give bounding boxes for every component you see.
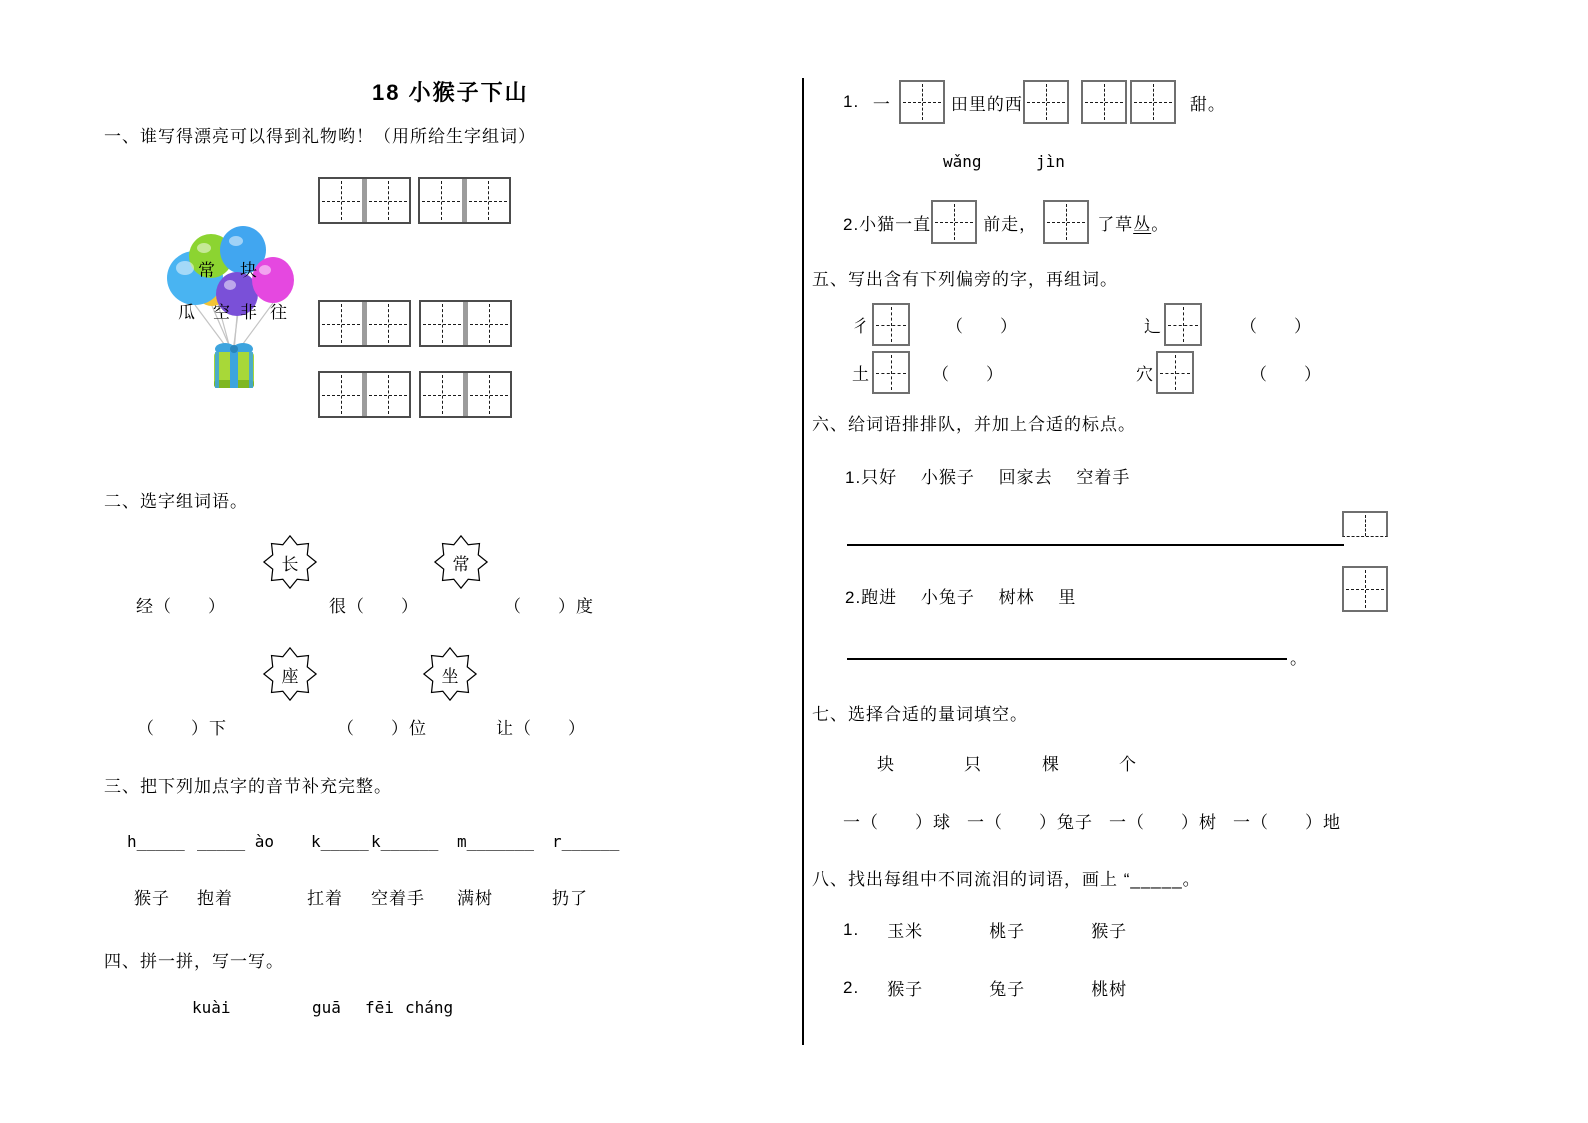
writing-grid-pair[interactable]	[418, 177, 511, 224]
balloon	[252, 257, 294, 303]
word-label: 空着手	[371, 889, 425, 908]
quantifier-blank[interactable]: 一（ ）球	[843, 813, 951, 832]
balloon-char: 往	[270, 303, 287, 322]
pinyin-label: kuài	[192, 998, 231, 1017]
choice-char: 坐	[441, 666, 459, 686]
word-label: 扔了	[552, 889, 588, 908]
paren-blank[interactable]: （ ）	[1240, 317, 1312, 336]
word-label: 桃树	[1091, 980, 1128, 999]
tianzige-box[interactable]	[1156, 351, 1194, 394]
list-number: 1.	[843, 919, 860, 939]
tianzige-cell[interactable]	[362, 373, 409, 416]
underlined-char: 丛	[1133, 214, 1152, 234]
sentence-text: 一	[872, 94, 891, 114]
star-badge-chang2	[262, 534, 318, 590]
balloon-char: 空	[213, 303, 230, 322]
tianzige-cell[interactable]	[362, 179, 409, 222]
fill-blank-phrase[interactable]: 让（ ）	[496, 719, 586, 738]
word-label: 猴子	[887, 980, 924, 999]
tianzige-box-partial[interactable]	[1342, 511, 1388, 537]
tianzige-cell[interactable]	[463, 373, 510, 416]
sentence-text: 田里的西	[950, 94, 1023, 114]
tianzige-cell[interactable]	[320, 302, 362, 345]
section5-heading: 五、写出含有下列偏旁的字，再组词。	[812, 270, 1118, 289]
tianzige-box[interactable]	[1043, 200, 1089, 244]
sentence-line-2	[843, 200, 1169, 244]
section1-heading: 一、谁写得漂亮可以得到礼物哟！（用所给生字组词）	[104, 127, 536, 146]
balloon-bouquet-image	[152, 220, 338, 392]
balloon-char: 块	[240, 261, 257, 280]
section6-heading: 六、给词语排排队，并加上合适的标点。	[812, 415, 1136, 434]
section3-heading: 三、把下列加点字的音节补充完整。	[104, 777, 392, 796]
radical-row	[1136, 351, 1322, 394]
syllable-blank[interactable]: k_____	[311, 832, 369, 851]
sentence-text: 。	[1151, 214, 1170, 234]
sentence-line-1	[843, 80, 1226, 124]
list-item: 2.跑进 小兔子 树林 里	[845, 588, 1077, 607]
tianzige-cell[interactable]	[421, 373, 463, 416]
quantifier-blank-row	[843, 808, 1341, 833]
balloon-char: 非	[240, 303, 257, 322]
tianzige-box[interactable]	[899, 80, 945, 124]
writing-grid-pair[interactable]	[318, 371, 411, 418]
section4-heading: 四、拼一拼，写一写。	[104, 952, 284, 971]
list-number: 1.	[843, 92, 865, 111]
radical-label: 土	[852, 365, 870, 384]
quantifier-blank[interactable]: 一（ ）地	[1233, 813, 1341, 832]
tianzige-cell[interactable]	[463, 302, 510, 345]
word-label: 扛着	[307, 889, 343, 908]
paren-blank[interactable]: （ ）	[1250, 365, 1322, 384]
word-label: 抱着	[197, 889, 233, 908]
fill-blank-phrase[interactable]: （ ）度	[504, 597, 594, 616]
quantifier-blank[interactable]: 一（ ）树	[1109, 813, 1217, 832]
writing-grid-pair[interactable]	[318, 300, 411, 347]
word-label: 满树	[457, 889, 493, 908]
balloon-char: 常	[198, 261, 215, 280]
period-label: 。	[1290, 649, 1308, 668]
section7-heading: 七、选择合适的量词填空。	[812, 705, 1028, 724]
tianzige-cell[interactable]	[320, 373, 362, 416]
tianzige-box[interactable]	[1342, 566, 1388, 612]
section2-heading: 二、选字组词语。	[104, 492, 248, 511]
syllable-blank[interactable]: h_____	[127, 832, 185, 851]
tianzige-box[interactable]	[872, 303, 910, 346]
tianzige-cell[interactable]	[362, 302, 409, 345]
gift-box	[214, 343, 254, 388]
answer-line[interactable]	[847, 544, 1344, 546]
word-label: 玉米	[887, 922, 924, 941]
fill-blank-phrase[interactable]: 经（ ）	[136, 597, 226, 616]
radical-row	[852, 303, 1018, 346]
word-label: 桃子	[989, 922, 1026, 941]
radical-label: 辶	[1144, 317, 1162, 336]
word-label: 猴子	[1091, 922, 1128, 941]
sentence-text: 了草	[1097, 214, 1134, 234]
list-number: 2.	[843, 977, 860, 997]
word-group-1	[843, 917, 1127, 942]
tianzige-box[interactable]	[872, 351, 910, 394]
measure-word: 个	[1119, 755, 1137, 774]
word-label: 兔子	[989, 980, 1026, 999]
writing-grid-pair[interactable]	[419, 371, 512, 418]
pinyin-label: jìn	[1036, 152, 1065, 171]
pinyin-label: wǎng	[943, 152, 982, 171]
tianzige-box[interactable]	[1081, 80, 1127, 124]
column-divider	[802, 78, 804, 1045]
syllable-blank[interactable]: r______	[552, 832, 620, 851]
pinyin-label: fēi	[365, 998, 394, 1017]
sentence-text: 2.小猫一直	[843, 214, 932, 234]
paren-blank[interactable]: （ ）	[946, 317, 1018, 336]
fill-blank-phrase[interactable]: （ ）下	[137, 719, 227, 738]
syllable-blank[interactable]: k______	[371, 832, 439, 851]
section8-heading: 八、找出每组中不同流泪的词语，画上 “_____。	[812, 870, 1201, 889]
pinyin-label: guā	[312, 998, 341, 1017]
tianzige-box[interactable]	[1130, 80, 1176, 124]
word-group-2	[843, 975, 1127, 1000]
measure-word: 棵	[1042, 755, 1060, 774]
tianzige-cell[interactable]	[320, 179, 362, 222]
tianzige-box[interactable]	[931, 200, 977, 244]
star-badge-zuo4-seat	[262, 646, 318, 702]
syllable-blank[interactable]: _____ ào	[197, 832, 275, 851]
tianzige-cell[interactable]	[420, 179, 462, 222]
fill-blank-phrase[interactable]: （ ）位	[337, 719, 427, 738]
measure-word: 块	[877, 755, 895, 774]
paren-blank[interactable]: （ ）	[932, 365, 1004, 384]
radical-row	[852, 351, 1004, 394]
star-badge-chang	[433, 534, 489, 590]
tianzige-box[interactable]	[1164, 303, 1202, 346]
quantifier-blank[interactable]: 一（ ）兔子	[967, 813, 1093, 832]
sentence-text: 甜。	[1189, 94, 1226, 114]
choice-char: 座	[281, 666, 299, 686]
syllable-blank[interactable]: m_______	[457, 832, 535, 851]
tianzige-cell[interactable]	[421, 302, 463, 345]
list-item: 1.只好 小猴子 回家去 空着手	[845, 468, 1131, 487]
pinyin-label: cháng	[405, 998, 454, 1017]
answer-line[interactable]	[847, 658, 1287, 660]
sentence-text: 前走，	[983, 214, 1038, 234]
measure-word: 只	[964, 755, 982, 774]
writing-grid-pair[interactable]	[318, 177, 411, 224]
radical-label: 彳	[852, 317, 870, 336]
fill-blank-phrase[interactable]: 很（ ）	[329, 597, 419, 616]
radical-row	[1144, 303, 1312, 346]
star-badge-zuo4-sit	[422, 646, 478, 702]
choice-char: 常	[452, 554, 470, 574]
radical-label: 穴	[1136, 365, 1154, 384]
writing-grid-pair[interactable]	[419, 300, 512, 347]
balloon-char: 瓜	[178, 303, 195, 322]
tianzige-cell[interactable]	[462, 179, 509, 222]
choice-char: 长	[281, 554, 299, 574]
page-title: 18 小猴子下山	[372, 80, 529, 105]
tianzige-box[interactable]	[1023, 80, 1069, 124]
word-label: 猴子	[134, 889, 170, 908]
